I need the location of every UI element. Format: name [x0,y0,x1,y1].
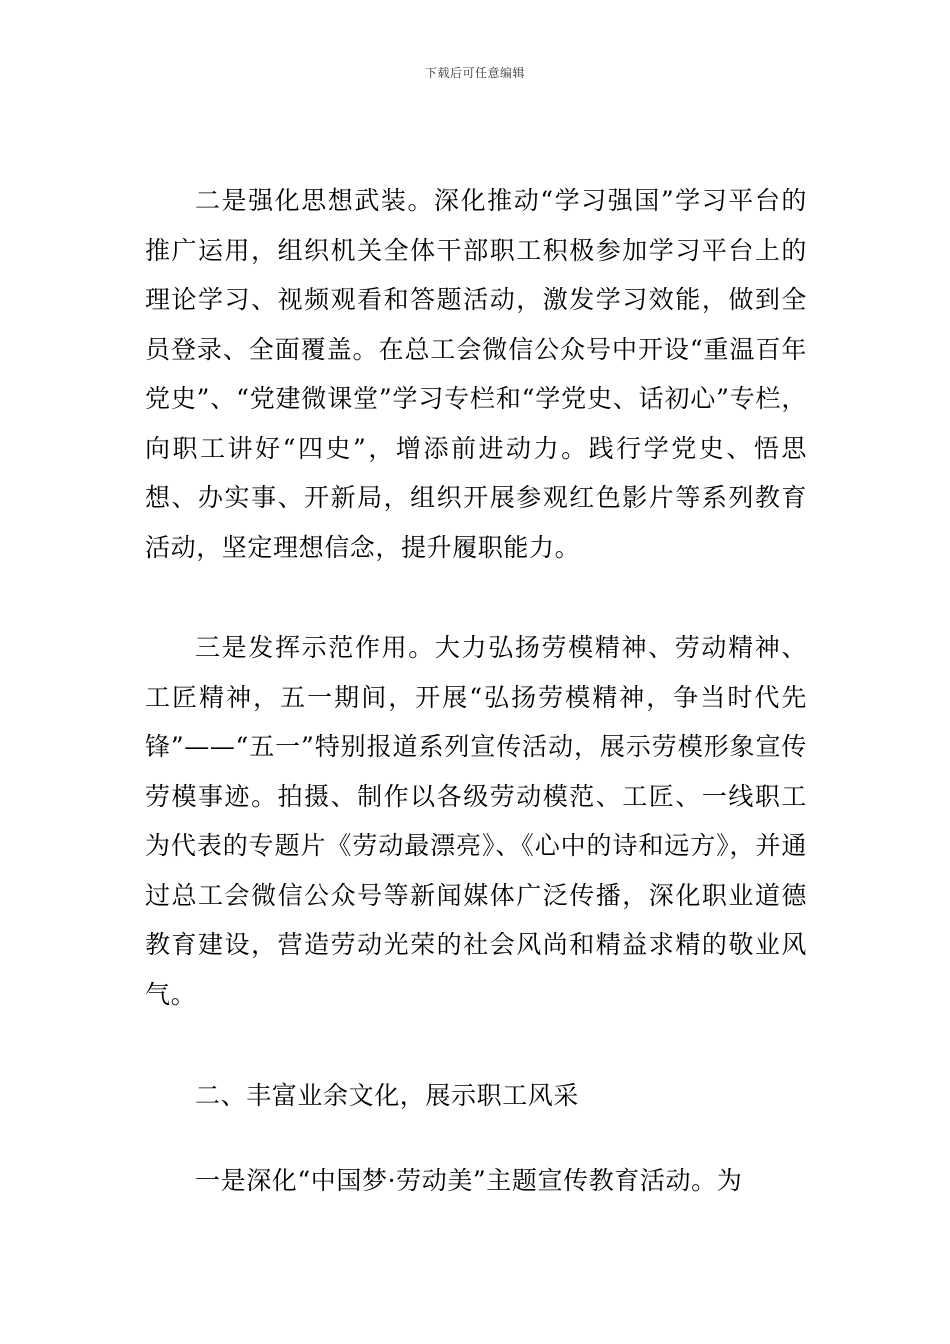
document-body [145,176,807,1205]
paragraph-exemplary-role: 三是发挥示范作用。大力弘扬劳模精神、劳动精神、工匠精神，五一期间，开展“弘扬劳模精神，争当时代先锋”——“五一”特别报道系列宣传活动，展示劳模形象宣传劳模事迹。拍摄、制作以各级劳动模范、工匠、一线职工为代表的专题片《劳动最漂亮》、《心中的诗和远方》，并通过总工会微信公众号等新闻媒体广泛传播，深化职业道德教育建设，营造劳动光荣的社会风尚和精益求精的敬业风气。 [145,633,807,1009]
section-heading-leisure-culture: 二、丰富业余文化，展示职工风采 [195,1081,580,1110]
page-header: 下载后可任意编辑 [424,66,525,80]
paragraph-china-dream-campaign: 一是深化“中国梦·劳动美”主题宣传教育活动。为 [195,1165,743,1195]
paragraph-ideological-armament: 二是强化思想武装。深化推动“学习强国”学习平台的推广运用，组织机关全体干部职工积极参加学习平台上的理论学习、视频观看和答题活动，激发学习效能，做到全员登录、全面覆盖。在总工会微信公众号中开设“重温百年党史”、“党建微课堂”学习专栏和“学党史、话初心”专栏，向职工讲好“四史”，增添前进动力。践行学党史、悟思想、办实事、开新局，组织开展参观红色影片等系列教育活动，坚定理想信念，提升履职能力。 [145,186,807,562]
